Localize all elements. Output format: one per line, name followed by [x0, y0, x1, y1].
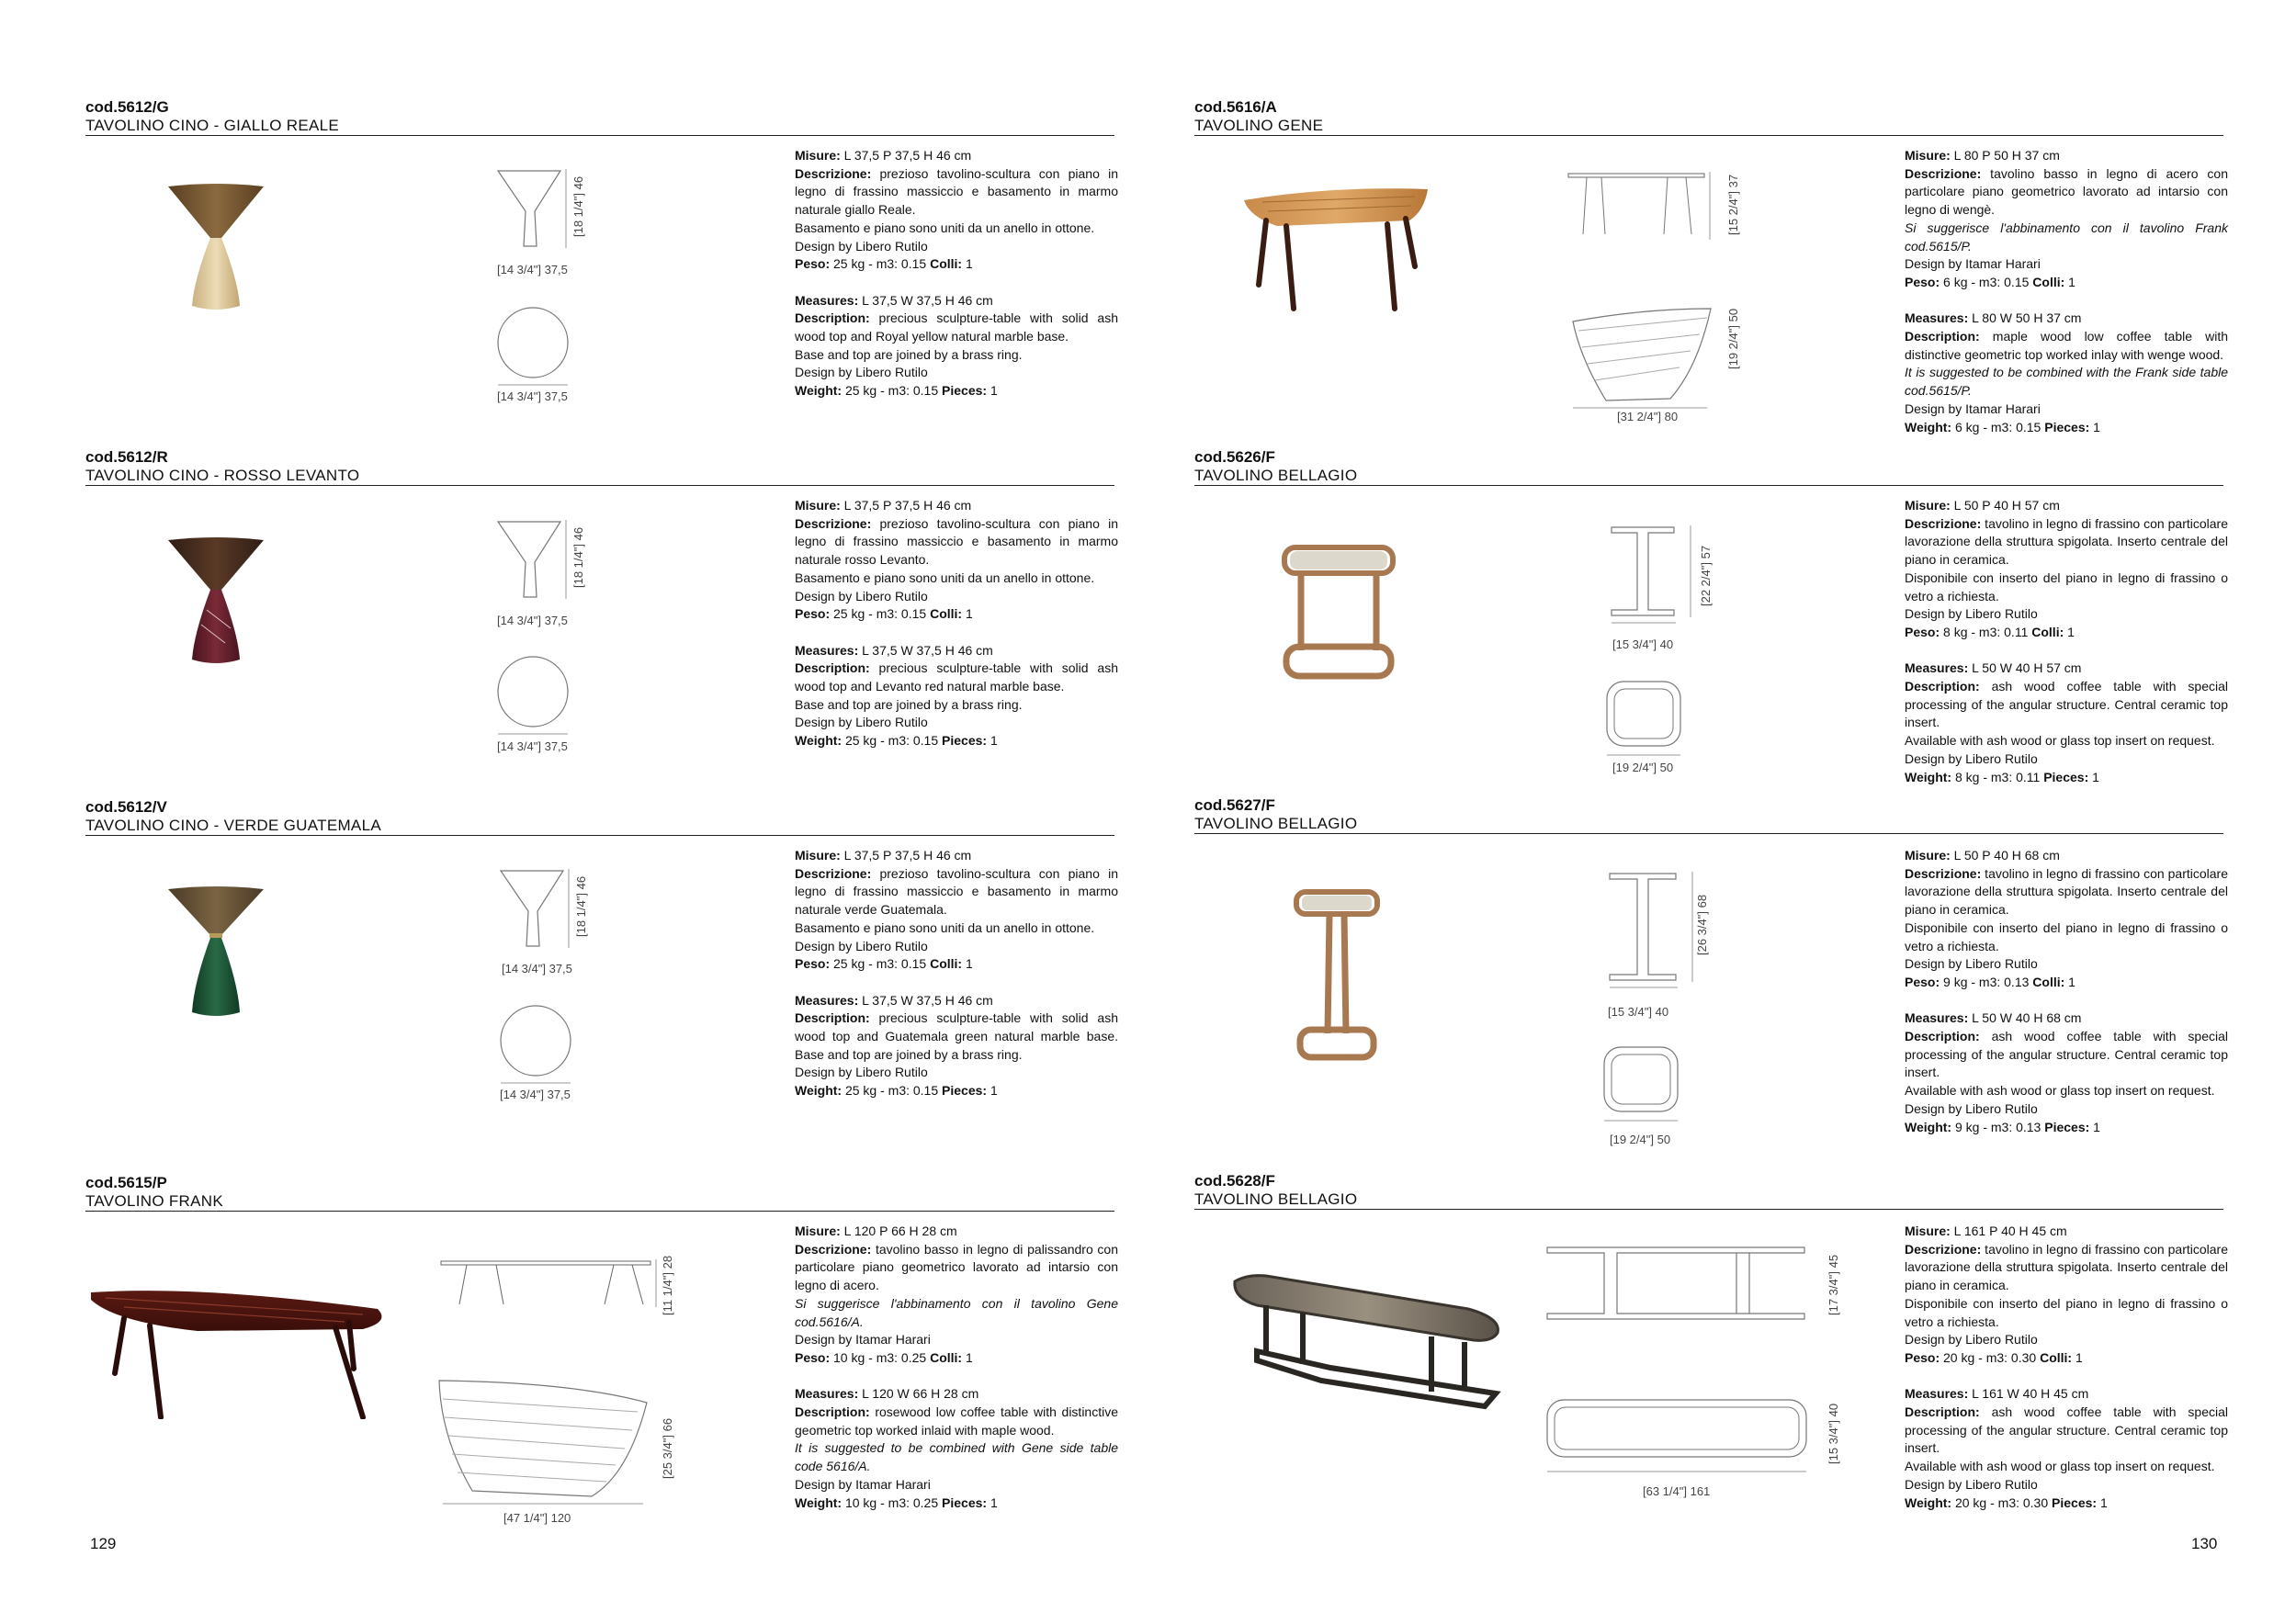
- dim-height: [18 1/4"] 46: [571, 526, 585, 588]
- dim-width: [14 3/4"] 37,5: [497, 263, 568, 276]
- drawing-side-view: [497, 865, 571, 953]
- dim-height: [15 2/4"] 37: [1726, 174, 1740, 235]
- product-description: Misure: L 37,5 P 37,5 H 46 cm Descrizione: prezioso tavolino-scultura con piano in legno di frassino massiccio e basamento in marmo naturale verde Guatemala. Basamento e piano sono uniti da un anello in ottone. Design by Libero Rutilo Peso: 25 kg - m3: 0.15 Colli: 1 Measures: L 37,5 W 37,5 H 46 cm Description: precious sculpture-table with solid ash wood top and Guatemala green natural marble base. Base and top are joined by a brass ring. Design by Libero Rutilo Weight: 25 kg - m3: 0.15 Pieces: 1: [795, 848, 1118, 1099]
- product-description: Misure: L 37,5 P 37,5 H 46 cm Descrizione: prezioso tavolino-scultura con piano in legno di frassino massiccio e basamento in marmo naturale rosso Levanto. Basamento e piano sono uniti da un anello in ottone. Design by Libero Rutilo Peso: 25 kg - m3: 0.15 Colli: 1 Measures: L 37,5 W 37,5 H 46 cm Description: precious sculpture-table with solid ash wood top and Levanto red natural marble base. Base and top are joined by a brass ring. Design by Libero Rutilo Weight: 25 kg - m3: 0.15 Pieces: 1: [795, 498, 1118, 749]
- dim-height: [26 3/4"] 68: [1695, 894, 1709, 955]
- product-photo-bellagio-161: [1229, 1272, 1505, 1410]
- drawing-side-view: [1606, 868, 1698, 989]
- product-description: Misure: L 37,5 P 37,5 H 46 cm Descrizione: prezioso tavolino-scultura con piano in legno di frassino massiccio e basamento in marmo naturale giallo Reale. Basamento e piano sono uniti da un anello in ottone. Design by Libero Rutilo Peso: 25 kg - m3: 0.15 Colli: 1 Measures: L 37,5 W 37,5 H 46 cm Description: precious sculpture-table with solid ash wood top and Royal yellow natural marble base. Base and top are joined by a brass ring. Design by Libero Rutilo Weight: 25 kg - m3: 0.15 Pieces: 1: [795, 148, 1118, 399]
- drawing-top-view: [1544, 1396, 1810, 1479]
- dim-width: [31 2/4"] 80: [1617, 410, 1679, 423]
- dim-diameter: [14 3/4"] 37,5: [500, 1088, 571, 1101]
- section-divider: [1194, 485, 2223, 486]
- dim-width: [19 2/4"] 50: [1610, 1133, 1671, 1146]
- drawing-top-view: [1600, 1043, 1681, 1128]
- dim-width: [19 2/4"] 50: [1612, 761, 1674, 774]
- product-code: cod.5626/F: [1194, 448, 1275, 466]
- product-code: cod.5615/P: [85, 1174, 167, 1191]
- product-code: cod.5628/F: [1194, 1172, 1275, 1190]
- product-description: Misure: L 80 P 50 H 37 cm Descrizione: tavolino basso in legno di acero con particolare piano geometrico lavorato ad intarsio con legno di wengè. Si suggerisce l'abbinamento con il tavolino Frank cod.5615/P. Design by Itamar Harari Peso: 6 kg - m3: 0.15 Colli: 1 Measures: L 80 W 50 H 37 cm Description: maple wood low coffee table with distinctive geometric top worked inlay with wenge wood. It is suggested to be combined with the Frank side table cod.5615/P. Design by Itamar Harari Weight: 6 kg - m3: 0.15 Pieces: 1: [1905, 148, 2228, 434]
- page-number-left: 129: [90, 1535, 117, 1552]
- product-title: TAVOLINO FRANK: [85, 1192, 223, 1210]
- section-divider: [1194, 833, 2223, 834]
- product-description: Misure: L 161 P 40 H 45 cm Descrizione: tavolino in legno di frassino con particolare lavorazione della struttura spigolata. Inserto centrale del piano in ceramica. Disponibile con inserto del piano in legno di frassino o vetro a richiesta. Design by Libero Rutilo Peso: 20 kg - m3: 0.30 Colli: 1 Measures: L 161 W 40 H 45 cm Description: ash wood coffee table with special processing of the angular structure. Central ceramic top insert. Available with ash wood or glass top insert on request. Design by Libero Rutilo Weight: 20 kg - m3: 0.30 Pieces: 1: [1905, 1224, 2228, 1510]
- dim-height: [17 3/4"] 45: [1827, 1254, 1840, 1315]
- dim-width: [47 1/4"] 120: [503, 1511, 571, 1525]
- product-title: TAVOLINO GENE: [1194, 117, 1324, 134]
- product-photo-frank: [87, 1281, 390, 1419]
- product-title: TAVOLINO CINO - ROSSO LEVANTO: [85, 467, 360, 484]
- drawing-top-view: [497, 1004, 574, 1085]
- drawing-side-view: [494, 165, 568, 253]
- product-code: cod.5612/G: [85, 98, 169, 116]
- product-photo-gene: [1240, 184, 1433, 312]
- product-title: TAVOLINO BELLAGIO: [1194, 467, 1358, 484]
- product-title: TAVOLINO CINO - GIALLO REALE: [85, 117, 340, 134]
- dim-width: [14 3/4"] 37,5: [502, 962, 572, 976]
- product-photo-cino-verde: [161, 882, 271, 1024]
- drawing-top-view: [494, 655, 571, 736]
- dim-depth: [19 2/4"] 50: [1726, 308, 1740, 369]
- drawing-side-view: [439, 1254, 660, 1311]
- section-divider: [1194, 135, 2223, 136]
- dim-diameter: [14 3/4"] 37,5: [497, 739, 568, 753]
- dim-height: [22 2/4"] 57: [1699, 545, 1713, 606]
- dim-width: [14 3/4"] 37,5: [497, 614, 568, 627]
- dim-width: [63 1/4"] 161: [1643, 1484, 1711, 1498]
- product-photo-cino-rosso: [161, 533, 271, 671]
- product-title: TAVOLINO BELLAGIO: [1194, 1190, 1358, 1208]
- product-description: Misure: L 50 P 40 H 57 cm Descrizione: tavolino in legno di frassino con particolare lavorazione della struttura spigolata. Inserto centrale del piano in ceramica. Disponibile con inserto del piano in legno di frassino o vetro a richiesta. Design by Libero Rutilo Peso: 8 kg - m3: 0.11 Colli: 1 Measures: L 50 W 40 H 57 cm Description: ash wood coffee table with special processing of the angular structure. Central ceramic top insert. Available with ash wood or glass top insert on request. Design by Libero Rutilo Weight: 8 kg - m3: 0.11 Pieces: 1: [1905, 498, 2228, 784]
- product-code: cod.5612/R: [85, 448, 168, 466]
- drawing-side-view: [494, 516, 568, 603]
- drawing-side-view: [1544, 1242, 1810, 1329]
- section-divider: [1194, 1209, 2223, 1210]
- dim-diameter: [14 3/4"] 37,5: [497, 389, 568, 403]
- product-photo-bellagio-68: [1291, 886, 1383, 1066]
- section-divider: [85, 1211, 1114, 1212]
- product-description: Misure: L 50 P 40 H 68 cm Descrizione: tavolino in legno di frassino con particolare lavorazione della struttura spigolata. Inserto centrale del piano in ceramica. Disponibile con inserto del piano in legno di frassino o vetro a richiesta. Design by Libero Rutilo Peso: 9 kg - m3: 0.13 Colli: 1 Measures: L 50 W 40 H 68 cm Description: ash wood coffee table with special processing of the angular structure. Central ceramic top insert. Available with ash wood or glass top insert on request. Design by Libero Rutilo Weight: 9 kg - m3: 0.13 Pieces: 1: [1905, 848, 2228, 1134]
- product-title: TAVOLINO CINO - VERDE GUATEMALA: [85, 817, 381, 834]
- product-description: Misure: L 120 P 66 H 28 cm Descrizione: tavolino basso in legno di palissandro con particolare piano geometrico lavorato ad intarsio con legno di acero. Si suggerisce l'abbinamento con il tavolino Gene cod.5616/A. Design by Itamar Harari Peso: 10 kg - m3: 0.25 Colli: 1 Measures: L 120 W 66 H 28 cm Description: rosewood low coffee table with distinctive geometric top worked inlaid with maple wood. It is suggested to be combined with Gene side table code 5616/A. Design by Itamar Harari Weight: 10 kg - m3: 0.25 Pieces: 1: [795, 1224, 1118, 1510]
- drawing-top-view: [1603, 678, 1684, 762]
- product-photo-cino-giallo: [161, 179, 271, 317]
- dim-height: [11 1/4"] 28: [661, 1255, 674, 1315]
- drawing-side-view: [1608, 522, 1700, 625]
- page-number-right: 130: [2191, 1535, 2218, 1552]
- section-divider: [85, 485, 1114, 486]
- dim-depth: [15 3/4"] 40: [1827, 1403, 1840, 1464]
- product-code: cod.5612/V: [85, 798, 167, 816]
- dim-depth: [15 3/4"] 40: [1612, 637, 1674, 651]
- drawing-top-view: [494, 306, 571, 387]
- product-photo-bellagio-57: [1277, 540, 1401, 687]
- dim-height: [18 1/4"] 46: [574, 875, 588, 937]
- section-divider: [85, 835, 1114, 836]
- drawing-top-view: [435, 1373, 656, 1506]
- drawing-top-view: [1569, 303, 1714, 413]
- section-divider: [85, 135, 1114, 136]
- product-title: TAVOLINO BELLAGIO: [1194, 815, 1358, 832]
- dim-depth: [15 3/4"] 40: [1608, 1005, 1669, 1019]
- drawing-side-view: [1566, 170, 1714, 243]
- dim-depth: [25 3/4"] 66: [661, 1417, 674, 1479]
- product-code: cod.5627/F: [1194, 796, 1275, 814]
- dim-height: [18 1/4"] 46: [571, 175, 585, 237]
- product-code: cod.5616/A: [1194, 98, 1277, 116]
